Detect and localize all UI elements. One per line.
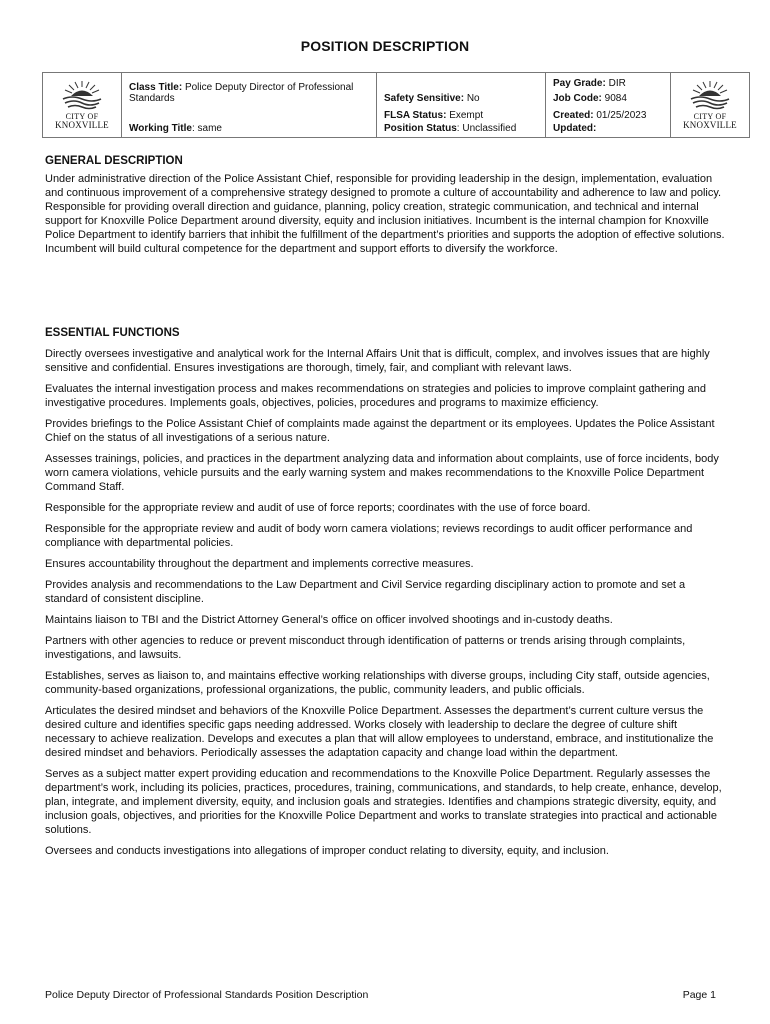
footer-document-name: Police Deputy Director of Professional Standards Position Description: [45, 989, 369, 1001]
general-description-section: [45, 155, 729, 256]
logo-cell-right: [671, 73, 750, 138]
job-code-label: Job Code:: [553, 93, 602, 104]
job-code-value: 9084: [604, 93, 627, 104]
pay-grade-label: Pay Grade:: [553, 78, 606, 89]
position-status-line: [384, 123, 541, 134]
essential-functions-section: [45, 327, 729, 865]
sunrise-river-icon: [53, 77, 111, 111]
flsa-line: [384, 110, 541, 121]
city-logo-left: [53, 77, 111, 133]
logo-knoxville: KNOXVILLE: [55, 120, 109, 130]
updated-label: Updated:: [553, 123, 597, 134]
function-item: Provides analysis and recommendations to the Law Department and Civil Service regarding disciplinary action to promote and set a standard of consistent discipline.: [45, 579, 686, 605]
working-title-line: [129, 123, 372, 134]
document-title: POSITION DESCRIPTION: [300, 38, 470, 54]
flsa-label: FLSA Status:: [384, 110, 447, 121]
pay-cell: [546, 73, 671, 138]
job-code-line: [553, 93, 666, 104]
logo-knoxville: KNOXVILLE: [683, 120, 737, 130]
function-item: Ensures accountability throughout the department and implements corrective measures.: [45, 558, 474, 570]
created-label: Created:: [553, 110, 594, 121]
working-title-value: : same: [191, 123, 222, 134]
class-title-cell: [122, 73, 377, 138]
essential-functions-heading: ESSENTIAL FUNCTIONS: [45, 327, 180, 339]
class-title-label: Class Title:: [129, 82, 183, 93]
status-cell: [377, 73, 546, 138]
function-item: Establishes, serves as liaison to, and maintains effective working relationships with diverse groups, including City staff, outside agencies, community-based organizations, professional organizations, the public, community leaders, and public officials.: [45, 670, 710, 696]
function-item: Evaluates the internal investigation process and makes recommendations on strategies and policies to improve complaint gathering and investigative procedures. Implements goals, objectives, policies, procedures and programs to maximize efficiency.: [45, 383, 706, 409]
pay-grade-line: [553, 78, 666, 89]
logo-city-of: CITY OF: [65, 112, 99, 121]
function-item: Articulates the desired mindset and behaviors of the Knoxville Police Department. Assesses the department’s current culture versus the desired culture and identifies specific gaps needing addressed. Works closely with leadership to declare the degree of culture shift necessary to achieve realization. Develops and executes a plan that will allow employees to understand, embrace, and institutionalize the desired mindset and behaviors. Periodically assesses the adaptation capacity and change load within the department.: [45, 705, 714, 759]
function-item: Partners with other agencies to reduce or prevent misconduct through identification of patterns or trends arising through complaints, investigations, and lawsuits.: [45, 635, 686, 661]
class-title-value: Police Deputy Director of Professional Standards: [129, 82, 354, 104]
general-description-text: Under administrative direction of the Police Assistant Chief, responsible for providing leadership in the design, implementation, evaluation and continuous improvement of a comprehensive strategy designed to promote a culture of accountability and adherence to law and policy. Responsible for providing overall direction and guidance, planning, policy creation, strategic communication, and technical and internal support for Knoxville Police Department around diversity, equity and inclusion initiatives. Incumbent is the internal champion for Knoxville Police Department to identify barriers that inhibit the fulfillment of the department’s priorities and supports the adoption of effective solutions. Incumbent will build cultural competence for the department and support efforts to diversify the workforce.: [45, 173, 725, 255]
function-item: Responsible for the appropriate review and audit of use of force reports; coordinates with the use of force board.: [45, 502, 591, 514]
position-header-table: [42, 72, 750, 138]
function-item: Responsible for the appropriate review and audit of body worn camera violations; reviews recordings to audit officer performance and compliance with departmental policies.: [45, 523, 693, 549]
logo-city-of: CITY OF: [693, 112, 727, 121]
function-item: Serves as a subject matter expert providing education and recommendations to the Knoxville Police Department. Regularly assesses the department’s work, including its policies, practices, procedures, training, communications, and standards, to help create, enhance, develop, plan, integrate, and implement diversity, equity, and inclusion goals and strategies. Identifies and champions strategic diversity, equity, and inclusion goals, objectives, and priorities for the Knoxville Police Department and works to translate strategies into practical and actionable solutions.: [45, 768, 722, 836]
city-logo-right: [681, 77, 739, 133]
pay-grade-value: DIR: [608, 78, 626, 89]
working-title-label: Working Title: [129, 123, 192, 134]
position-status-value: : Unclassified: [456, 123, 517, 134]
sunrise-river-icon: [681, 77, 739, 111]
flsa-value: Exempt: [449, 110, 484, 121]
function-item: Provides briefings to the Police Assistant Chief of complaints made against the department or its employees. Updates the Police Assistant Chief on the status of all investigations of a serious nature.: [45, 418, 715, 444]
function-item: Assesses trainings, policies, and practices in the department analyzing data and information about complaints, use of force incidents, body worn camera violations, vehicle pursuits and the early warning system and makes recommendations to the Knoxville Police Department Command Staff.: [45, 453, 719, 493]
position-status-label: Position Status: [384, 123, 457, 134]
footer-page-number: Page 1: [682, 989, 716, 1001]
logo-cell-left: [43, 73, 122, 138]
created-value: 01/25/2023: [596, 110, 647, 121]
general-description-heading: GENERAL DESCRIPTION: [45, 155, 183, 167]
safety-value: No: [466, 93, 480, 104]
function-item: Maintains liaison to TBI and the District Attorney General’s office on officer involved shootings and in-custody deaths.: [45, 614, 613, 626]
safety-sensitive-line: [384, 93, 541, 104]
function-item: Directly oversees investigative and analytical work for the Internal Affairs Unit that is difficult, complex, and involves issues that are highly sensitive and confidential. Ensures investigations are thorough, timely, fair, and compliant with relevant laws.: [45, 348, 710, 374]
created-line: [553, 110, 666, 121]
class-title-line: [129, 82, 372, 104]
safety-label: Safety Sensitive:: [384, 93, 465, 104]
function-item: Oversees and conducts investigations into allegations of improper conduct relating to diversity, equity, and inclusion.: [45, 845, 609, 857]
updated-line: [553, 123, 666, 134]
